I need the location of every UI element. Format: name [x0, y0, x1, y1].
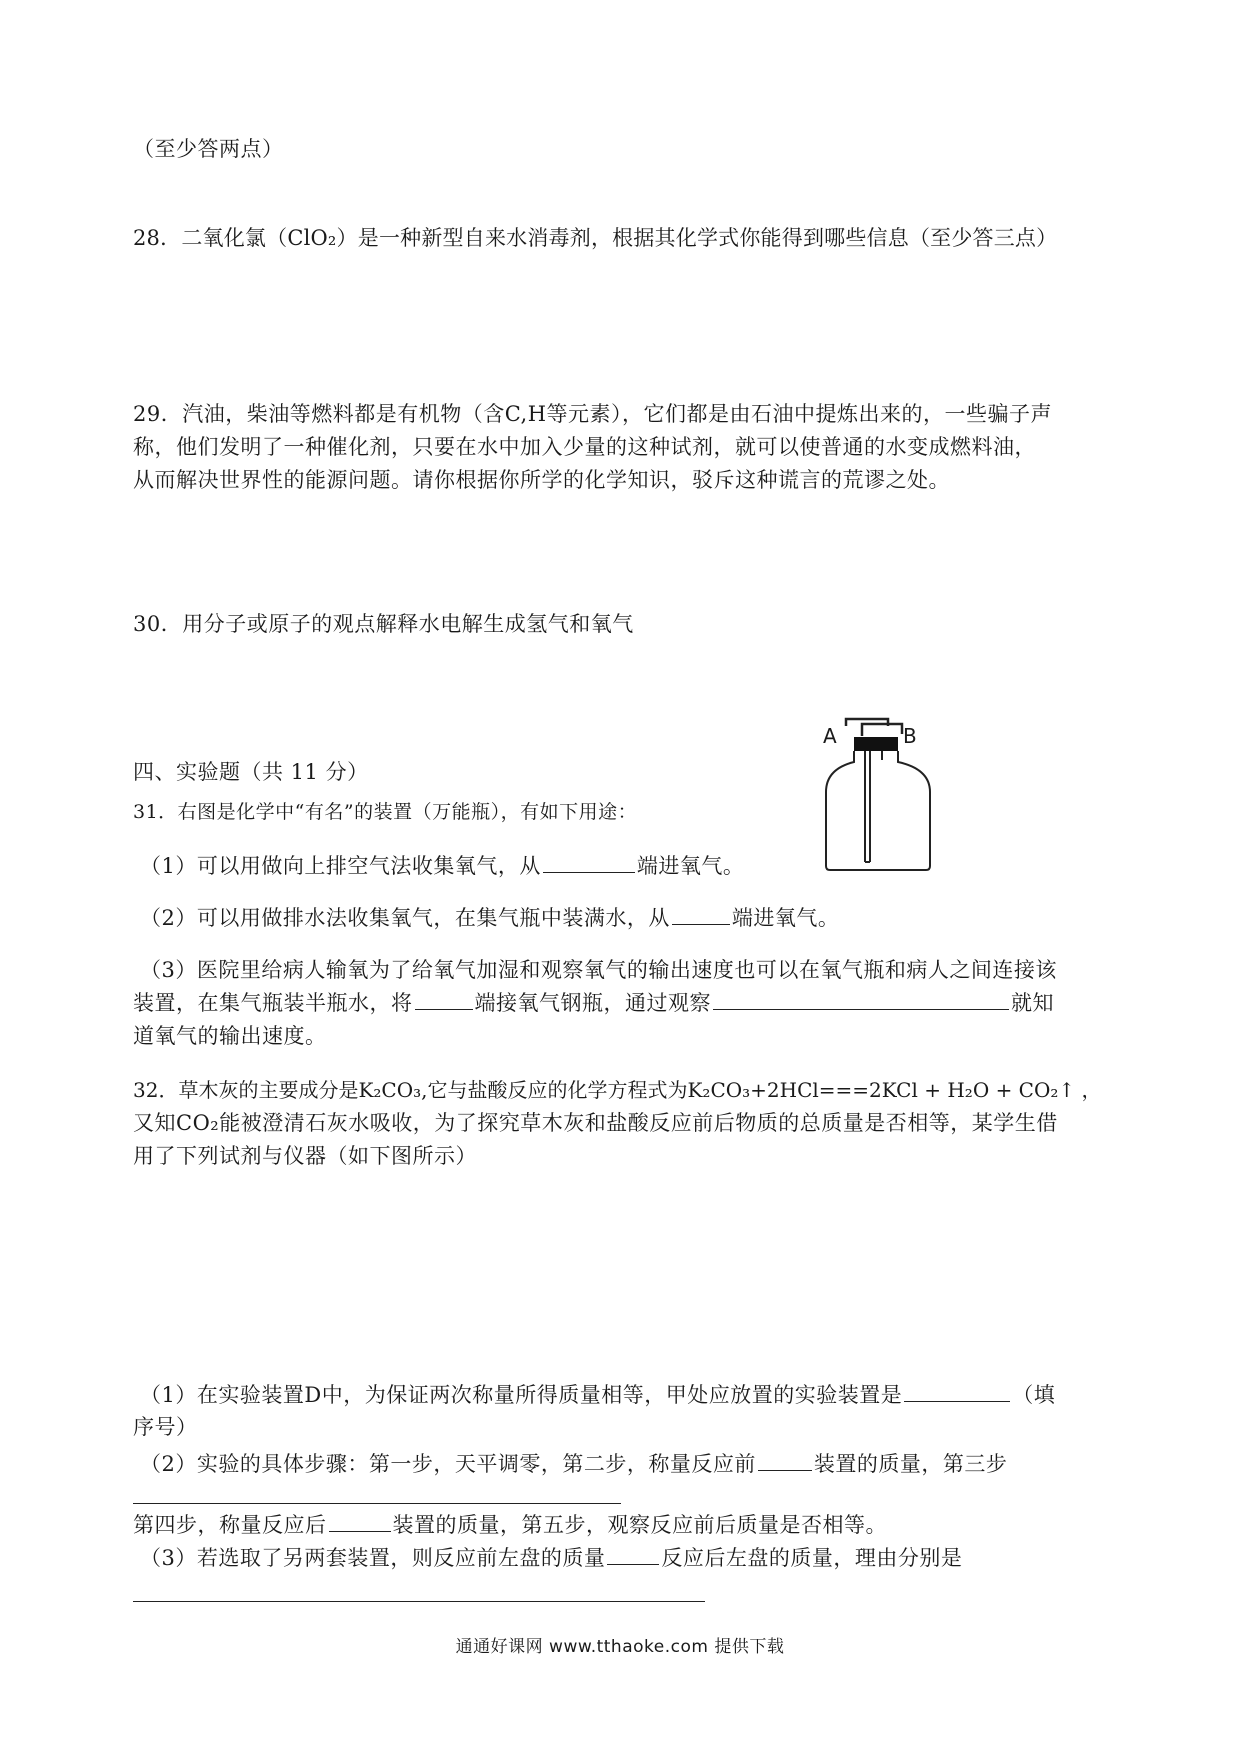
question-32-part-1-line-2: 序号）	[133, 1415, 198, 1439]
question-32-part-2-line-2	[133, 1510, 887, 1540]
q31-p2-text-end: 端进氧气。	[731, 906, 840, 930]
q32-p2-text-b: 装置的质量，第五步，观察反应前后质量是否相等。	[392, 1513, 887, 1537]
question-31-intro: 31．右图是化学中“有名”的装置（万能瓶），有如下用途：	[133, 801, 638, 823]
question-32-part-2-line-1	[140, 1449, 1007, 1479]
question-32-line-1: 32．草木灰的主要成分是K₂CO₃,它与盐酸反应的化学方程式为K₂CO₃+2HCl===2KCl + H₂O + CO₂↑ ，	[133, 1078, 1102, 1102]
figure-label-b: B	[903, 724, 917, 748]
gas-bottle-figure	[818, 714, 938, 874]
q32-p3-text: （3）若选取了另两套装置，则反应前左盘的质量	[140, 1546, 606, 1570]
question-28: 28．二氧化氯（ClO₂）是一种新型自来水消毒剂，根据其化学式你能得到哪些信息（至少答三点）	[133, 226, 1058, 250]
question-31-part-3-line-1: （3）医院里给病人输氧为了给氧气加湿和观察氧气的输出速度也可以在氧气瓶和病人之间连接该	[140, 958, 1057, 982]
answer-blank[interactable]	[713, 989, 1009, 1010]
question-29-line-1: 29．汽油，柴油等燃料都是有机物（含C,H等元素），它们都是由石油中提炼出来的，一些骗子声	[133, 402, 1053, 426]
answer-blank[interactable]	[415, 989, 473, 1010]
answer-blank[interactable]	[607, 1544, 659, 1565]
q32-p2-text: （2）实验的具体步骤：第一步，天平调零，第二步，称量反应前	[140, 1452, 756, 1476]
page-footer: 通通好课网 www.tthaoke.com 提供下载	[455, 1637, 785, 1657]
answer-blank[interactable]	[543, 852, 635, 873]
question-32-line-2: 又知CO₂能被澄清石灰水吸收，为了探究草木灰和盐酸反应前后物质的总质量是否相等，某学生借	[133, 1111, 1058, 1135]
q31-p3-text-c: 就知	[1011, 991, 1054, 1015]
question-32-part-1-line-1	[140, 1380, 1055, 1410]
answer-blank[interactable]	[758, 1450, 812, 1471]
q32-p2-text-end: 装置的质量，第三步	[813, 1452, 1008, 1476]
question-30: 30．用分子或原子的观点解释水电解生成氢气和氧气	[133, 612, 634, 636]
answer-blank[interactable]	[904, 1381, 1010, 1402]
q32-p3-text-end: 反应后左盘的质量，理由分别是	[661, 1546, 963, 1570]
q31-p3-text-b: 端接氧气钢瓶，通过观察	[474, 991, 711, 1015]
question-31-part-2	[140, 903, 839, 933]
question-32-line-3: 用了下列试剂与仪器（如下图所示）	[133, 1144, 477, 1168]
question-31-part-1	[140, 851, 744, 881]
q27-tail: （至少答两点）	[133, 137, 284, 161]
q32-p2-text-a: 第四步，称量反应后	[133, 1513, 327, 1537]
question-29-line-3: 从而解决世界性的能源问题。请你根据你所学的化学知识，驳斥这种谎言的荒谬之处。	[133, 468, 950, 492]
answer-line[interactable]	[133, 1601, 705, 1602]
question-29-line-2: 称，他们发明了一种催化剂，只要在水中加入少量的这种试剂，就可以使普通的水变成燃料油，	[133, 435, 1036, 459]
q31-p1-text: （1）可以用做向上排空气法收集氧气，从	[140, 854, 541, 878]
answer-line[interactable]	[133, 1503, 621, 1504]
answer-blank[interactable]	[672, 904, 730, 925]
q32-p1-text-end: （填	[1012, 1383, 1056, 1407]
question-32-part-3-line-1	[140, 1543, 962, 1573]
q31-p3-text-a: 装置，在集气瓶装半瓶水，将	[133, 991, 413, 1015]
question-31-part-3-line-3: 道氧气的输出速度。	[133, 1024, 327, 1048]
figure-label-a: A	[823, 724, 837, 748]
q31-p1-text-end: 端进氧气。	[636, 854, 745, 878]
section-4-heading: 四、实验题（共 11 分）	[133, 760, 369, 784]
q32-p1-text: （1）在实验装置D中，为保证两次称量所得质量相等，甲处应放置的实验装置是	[140, 1383, 903, 1407]
q31-p2-text: （2）可以用做排水法收集氧气，在集气瓶中装满水，从	[140, 906, 670, 930]
answer-blank[interactable]	[329, 1511, 391, 1532]
question-31-part-3-line-2	[133, 988, 1054, 1018]
